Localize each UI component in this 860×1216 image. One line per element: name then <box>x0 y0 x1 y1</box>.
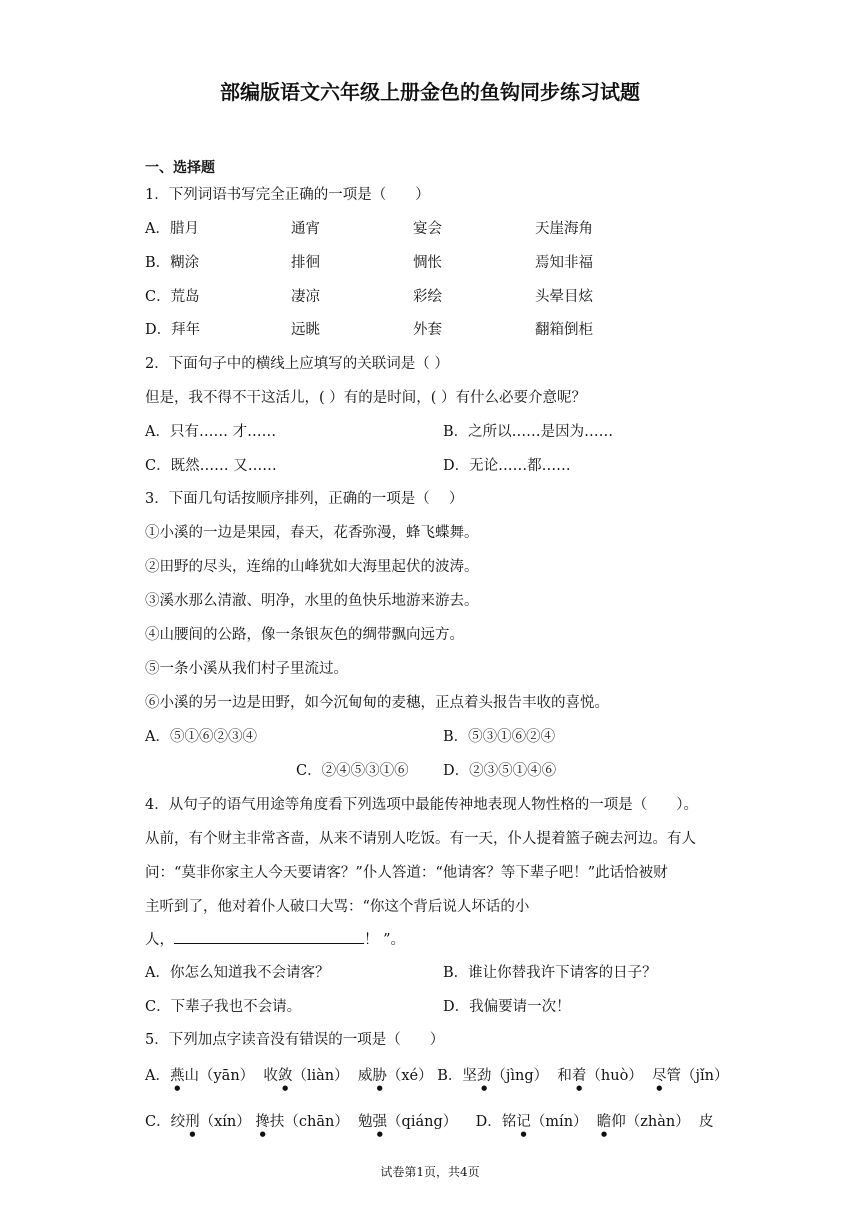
question-5-option-a[interactable] <box>145 1068 433 1084</box>
question-2-option-b[interactable]: B．之所以……是因为…… <box>443 424 614 440</box>
question-3-option-b[interactable]: B．⑤③①⑥②④ <box>443 729 556 745</box>
question-3-option-d[interactable]: D．②③⑤①④⑥ <box>443 763 557 779</box>
option-label: A． <box>145 1068 170 1084</box>
word-char: 皮 <box>698 1114 714 1130</box>
option-d-word-2: 远眺 <box>291 322 320 338</box>
question-3-item-1: ①小溪的一边是果园，春天，花香弥漫，蜂飞蝶舞。 <box>145 525 479 541</box>
dotted-char: 燕 <box>169 1068 185 1084</box>
page-title: 部编版语文六年级上册金色的鱼钩同步练习试题 <box>220 80 640 104</box>
dotted-char: 瞻 <box>596 1114 612 1130</box>
question-4-option-a[interactable]: A．你怎么知道我不会请客？ <box>145 965 330 981</box>
question-5-stem: 5．下列加点字读音没有错误的一项是（ ） <box>145 1032 445 1048</box>
option-d-word-1[interactable]: D．拜年 <box>145 322 201 338</box>
page-footer: 试卷第1页，共4页 <box>380 1165 480 1179</box>
question-4-passage-line-3: 主听到了，他对着仆人破口大骂：“你这个背后说人坏话的小 <box>145 899 530 915</box>
question-3-item-4: ④山腰间的公路，像一条银灰色的绸带飘向远方。 <box>145 627 464 643</box>
dotted-char: 刑 <box>185 1114 200 1130</box>
question-2-option-d[interactable]: D．无论……都…… <box>443 458 571 474</box>
question-3-stem: 3．下面几句话按顺序排列，正确的一项是（ ） <box>145 491 464 507</box>
reading: （huò） <box>586 1068 643 1084</box>
question-2-sentence: 但是，我不得不干这活儿，( ）有的是时间，( ）有什么必要介意呢？ <box>145 390 587 406</box>
question-4-option-b[interactable]: B．谁让你替我许下请客的日子？ <box>443 965 657 981</box>
dotted-char: 记 <box>516 1114 531 1130</box>
reading: （xín） <box>199 1114 251 1130</box>
option-b-word-3: 惆怅 <box>413 255 442 271</box>
question-5-option-c[interactable] <box>145 1114 457 1130</box>
question-5-option-d[interactable] <box>476 1114 714 1130</box>
question-4-option-c[interactable]: C．下辈子我也不会请。 <box>145 999 302 1015</box>
option-c-word-4: 头晕目炫 <box>535 289 593 305</box>
question-3-item-2: ②田野的尽头，连绵的山峰犹如大海里起伏的波涛。 <box>145 559 479 575</box>
question-4-stem: 4．从句子的语气用途等角度看下列选项中最能传神地表现人物性格的一项是（ ）。 <box>145 797 698 813</box>
option-b-word-2: 排徊 <box>291 255 320 271</box>
question-4-passage-line-2: 问：“莫非你家主人今天要请客？”仆人答道：“他请客？等下辈子吧！”此话恰被财 <box>145 865 668 881</box>
question-1-stem: 1．下列词语书写完全正确的一项是（ ） <box>145 187 430 203</box>
option-d-word-4: 翻箱倒柜 <box>535 322 593 338</box>
reading: 仰（zhàn） <box>611 1114 690 1130</box>
passage-text: 人， <box>145 932 174 948</box>
dotted-char: 胁 <box>372 1068 387 1084</box>
question-3-item-5: ⑤一条小溪从我们村子里流过。 <box>145 661 348 677</box>
question-4-passage-line-4 <box>145 929 405 950</box>
question-3-option-a[interactable]: A．⑤①⑥②③④ <box>145 729 257 745</box>
option-a-word-3: 宴会 <box>413 221 442 237</box>
option-label: D． <box>475 1114 502 1130</box>
dotted-char: 敛 <box>277 1068 293 1084</box>
section-heading: 一、选择题 <box>145 160 215 176</box>
reading: 管（jǐn） <box>666 1068 729 1084</box>
reading: （mín） <box>530 1114 588 1130</box>
word-char: 收 <box>263 1068 278 1084</box>
option-a-word-1[interactable]: A．腊月 <box>145 221 199 237</box>
question-5-option-b[interactable] <box>437 1068 728 1084</box>
question-4-option-d[interactable]: D．我偏要请一次！ <box>443 999 571 1015</box>
word-char: 和 <box>557 1068 572 1084</box>
dotted-char: 强 <box>372 1114 388 1130</box>
question-5-options-row-1 <box>145 1066 729 1092</box>
question-2-option-a[interactable]: A．只有…… 才…… <box>145 424 277 440</box>
question-2-stem: 2．下面句子中的横线上应填写的关联词是（ ） <box>145 356 449 372</box>
option-label: C．绞 <box>145 1114 186 1130</box>
question-3-item-6: ⑥小溪的另一边是田野，如今沉甸甸的麦穗，正点着头报告丰收的喜悦。 <box>145 695 609 711</box>
word-char: 勉 <box>358 1114 373 1130</box>
question-4-passage-line-1: 从前，有个财主非常吝啬，从来不请别人吃饭。有一天，仆人提着篮子碗去河边。有人 <box>145 831 696 847</box>
option-c-word-2: 凄凉 <box>291 289 320 305</box>
word-char: 铭 <box>501 1114 517 1130</box>
option-b-word-4: 焉知非福 <box>535 255 593 271</box>
question-5-options-row-2 <box>145 1112 713 1138</box>
option-label: B．坚 <box>437 1068 477 1084</box>
dotted-char: 尽 <box>652 1068 667 1084</box>
question-2-option-c[interactable]: C．既然…… 又…… <box>145 458 277 474</box>
question-3-option-c[interactable]: C．②④⑤③①⑥ <box>296 763 409 779</box>
dotted-char: 搀 <box>255 1114 270 1130</box>
passage-text-end: ！ ”。 <box>364 932 406 948</box>
reading: 扶（chān） <box>269 1114 349 1130</box>
reading: （qiáng） <box>387 1114 458 1130</box>
reading: （jìng） <box>491 1068 549 1084</box>
answer-blank[interactable] <box>174 929 364 944</box>
dotted-char: 劲 <box>476 1068 492 1084</box>
option-b-word-1[interactable]: B．糊涂 <box>145 255 200 271</box>
dotted-char: 着 <box>571 1068 587 1084</box>
option-c-word-3: 彩绘 <box>413 289 442 305</box>
option-c-word-1[interactable]: C．荒岛 <box>145 289 200 305</box>
option-a-word-2: 通宵 <box>291 221 320 237</box>
reading: （xé） <box>386 1068 433 1084</box>
reading: 山（yān） <box>184 1068 255 1084</box>
word-char: 威 <box>357 1068 373 1084</box>
option-d-word-3: 外套 <box>413 322 442 338</box>
question-3-item-3: ③溪水那么清澈、明净，水里的鱼快乐地游来游去。 <box>145 593 479 609</box>
option-a-word-4: 天崖海角 <box>535 221 593 237</box>
reading: （liàn） <box>292 1068 349 1084</box>
